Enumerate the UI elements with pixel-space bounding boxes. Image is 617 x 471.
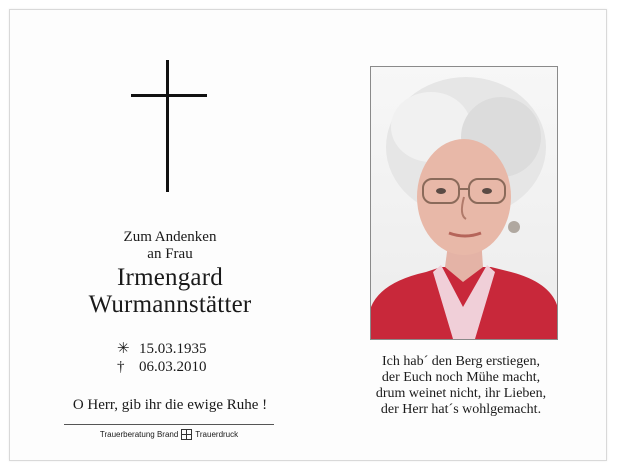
cross-icon	[131, 60, 207, 192]
last-name: Wurmannstätter	[88, 291, 252, 318]
birth-date: 15.03.1935	[139, 341, 207, 357]
poem-line-1: Ich hab´ den Berg erstiegen,	[382, 354, 540, 369]
birth-row	[117, 340, 207, 358]
birth-star-icon: ✳	[117, 341, 130, 357]
intro-line-1: Zum Andenken	[123, 229, 217, 245]
poem-line-2: der Euch noch Mühe macht,	[381, 370, 541, 385]
footer-divider	[64, 424, 274, 425]
prayer-text: O Herr, gib ihr die ewige Ruhe !	[72, 397, 268, 413]
intro-text	[50, 229, 290, 263]
printer-logo-icon	[181, 429, 192, 440]
death-row	[117, 358, 207, 376]
first-name: Irmengard	[117, 264, 223, 291]
printer-footer	[64, 429, 274, 440]
portrait-photo	[370, 66, 558, 340]
death-date: 06.03.2010	[139, 359, 207, 375]
intro-line-2: an Frau	[147, 246, 193, 262]
death-cross-icon: †	[117, 359, 125, 375]
deceased-name	[50, 264, 290, 318]
poem-text	[350, 354, 572, 418]
footer-right-text: Trauerdruck	[195, 430, 239, 439]
poem-line-3: drum weinet nicht, ihr Lieben,	[375, 386, 547, 401]
dates-block	[117, 340, 207, 376]
footer-left-text: Trauerberatung Brand	[99, 430, 179, 439]
memorial-card	[9, 9, 607, 461]
poem-line-4: der Herr hat´s wohlgemacht.	[380, 402, 542, 417]
